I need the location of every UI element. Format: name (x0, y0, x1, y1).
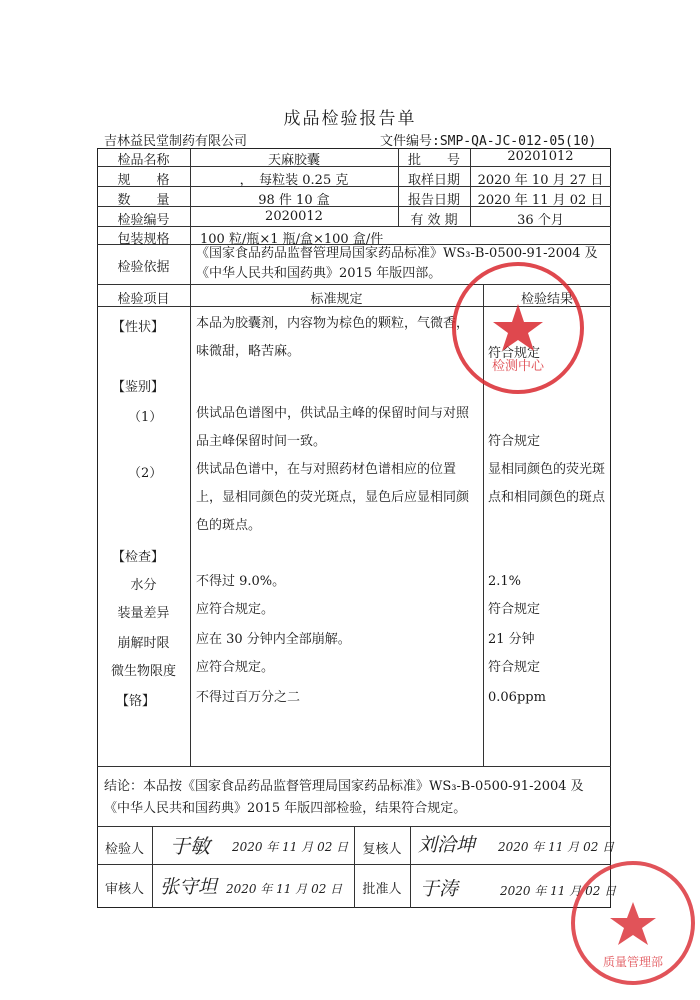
reviewer-date: 2020 年 11 月 02 日 (498, 840, 615, 854)
disintegration-standard: 应在 30 分钟内全部崩解。 (196, 632, 351, 647)
identification-1-result: 符合规定 (488, 434, 541, 449)
quantity-value: 98 件 10 盒 (258, 193, 330, 208)
approver-label: 批准人 (362, 882, 402, 897)
identification-2-result: 显相同颜色的荧光斑点和相同颜色的斑点 (488, 462, 606, 505)
quantity-label: 数 量 (117, 193, 170, 208)
spec-label: 规 格 (117, 173, 170, 188)
test-no-label: 检验编号 (117, 213, 170, 228)
report-date-label: 报告日期 (407, 193, 460, 208)
auditor-signature: 张守坦 (160, 876, 218, 898)
chromium-item: 【铬】 (116, 694, 156, 709)
qc-center-stamp (448, 258, 588, 398)
approver-date: 2020 年 11 月 02 日 (500, 884, 617, 898)
chromium-standard: 不得过百万分之二 (196, 690, 301, 705)
spec-value: ， 每粒装 0.25 克 (239, 173, 349, 188)
weight-standard: 应符合规定。 (196, 602, 275, 617)
basis-value: 《国家食品药品监督管理局国家药品标准》WS₃-B-0500-91-2004 及《中华人民共和国药典》2015 年版四部。 (196, 246, 598, 281)
page-title: 成品检验报告单 (283, 109, 417, 129)
weight-item: 装量差异 (117, 606, 170, 621)
header-test-item: 检验项目 (117, 292, 170, 307)
batch-value: 20201012 (507, 149, 574, 164)
disintegration-result: 21 分钟 (488, 632, 535, 647)
header-result: 检验结果 (520, 292, 573, 307)
conclusion: 结论：本品按《国家食品药品监督管理局国家药品标准》WS₃-B-0500-91-2004 及《中华人民共和国药典》2015 年版四部检验，结果符合规定。 (104, 779, 584, 816)
header-standard: 标准规定 (310, 292, 363, 307)
svg-text:检测中心: 检测中心 (491, 359, 545, 374)
microbial-result: 符合规定 (488, 660, 541, 675)
water-result: 2.1% (488, 574, 522, 589)
qm-department-stamp (568, 858, 698, 988)
microbial-standard: 应符合规定。 (196, 660, 275, 675)
identification-2-item: （2） (128, 466, 163, 481)
inspector-date: 2020 年 11 月 02 日 (232, 840, 349, 854)
test-no-value: 2020012 (265, 209, 323, 224)
validity-value: 36 个月 (517, 213, 564, 228)
svg-text:质量管理部: 质量管理部 (602, 955, 664, 969)
weight-result: 符合规定 (488, 602, 541, 617)
reviewer-signature: 刘洽坤 (418, 834, 476, 856)
document-number: 文件编号:SMP-QA-JC-012-05(10) (380, 134, 597, 149)
inspector-label: 检验人 (104, 842, 144, 857)
microbial-item: 微生物限度 (110, 664, 176, 679)
section-inspection: 【检查】 (112, 550, 165, 565)
packing-label: 包装规格 (117, 232, 170, 247)
product-name-label: 检品名称 (117, 153, 170, 168)
section-character: 【性状】 (112, 320, 165, 335)
basis-label: 检验依据 (117, 260, 170, 275)
water-item: 水分 (130, 578, 157, 593)
batch-label: 批 号 (407, 153, 460, 168)
company-name: 吉林益民堂制药有限公司 (104, 134, 248, 149)
product-name-value: 天麻胶囊 (267, 153, 320, 168)
identification-1-item: （1） (128, 410, 163, 425)
packing-value: 100 粒/瓶×1 瓶/盒×100 盒/件 (200, 232, 384, 247)
chromium-result: 0.06ppm (488, 690, 546, 705)
identification-2-standard: 供试品色谱中，在与对照药材色谱相应的位置上，显相同颜色的荧光斑点，显色后应显相同颜色的斑点。 (196, 462, 470, 533)
reviewer-label: 复核人 (362, 842, 402, 857)
report-date-value: 2020 年 11 月 02 日 (477, 193, 604, 208)
section-identification: 【鉴别】 (112, 380, 165, 395)
character-standard: 本品为胶囊剂，内容物为棕色的颗粒，气微香，味微甜，略苦麻。 (196, 316, 470, 359)
auditor-label: 审核人 (104, 882, 144, 897)
approver-signature: 于涛 (420, 878, 459, 900)
inspector-signature: 于敏 (170, 834, 210, 858)
water-standard: 不得过 9.0%。 (196, 574, 286, 589)
sample-date-label: 取样日期 (407, 173, 460, 188)
character-result: 符合规定 (488, 346, 541, 361)
identification-1-standard: 供试品色谱图中，供试品主峰的保留时间与对照品主峰保留时间一致。 (196, 406, 470, 449)
validity-label: 有 效 期 (410, 213, 458, 228)
sample-date-value: 2020 年 10 月 27 日 (477, 173, 604, 188)
disintegration-item: 崩解时限 (117, 636, 170, 651)
auditor-date: 2020 年 11 月 02 日 (226, 882, 343, 896)
